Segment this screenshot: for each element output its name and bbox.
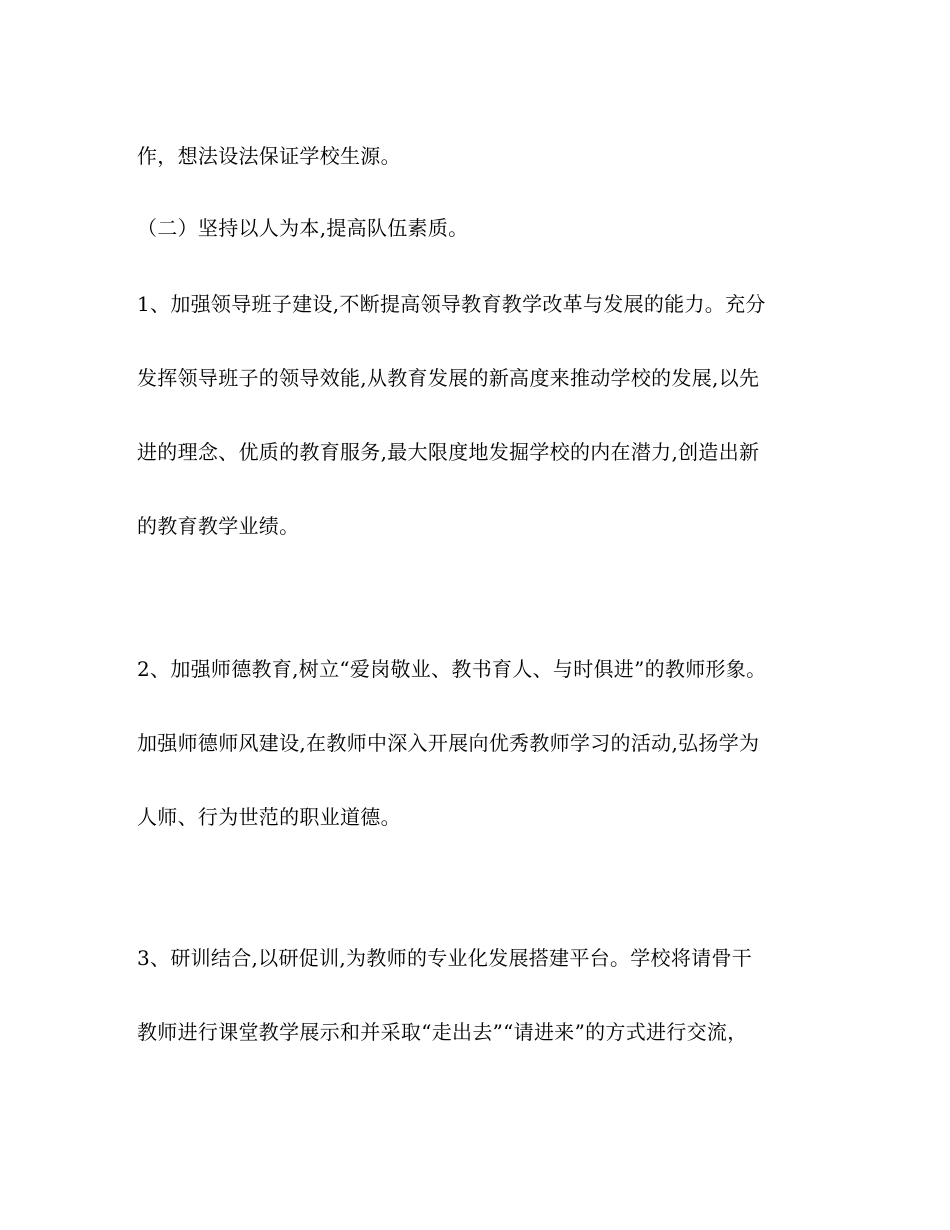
paragraph-line: 发挥领导班子的领导效能,从教育发展的新高度来推动学校的发展,以先 [137, 366, 760, 390]
paragraph-line: 人师、行为世范的职业道德。 [137, 805, 401, 829]
paragraph-line: 3、研训结合,以研促训,为教师的专业化发展搭建平台。学校将请骨干 [137, 946, 753, 970]
paragraph-line: 2、加强师德教育,树立“爱岗敬业、教书育人、与时俱进”的教师形象。 [137, 657, 767, 681]
paragraph-line: 1、加强领导班子建设,不断提高领导教育教学改革与发展的能力。充分 [137, 292, 766, 316]
paragraph-line: 作，想法设法保证学校生源。 [137, 144, 401, 168]
paragraph-line: 的教育教学业绩。 [137, 514, 300, 538]
paragraph-line: 加强师德师风建设,在教师中深入开展向优秀教师学习的活动,弘扬学为 [137, 731, 760, 755]
paragraph-line: 进的理念、优质的教育服务,最大限度地发掘学校的内在潜力,创造出新 [137, 440, 760, 464]
paragraph-line: 教师进行课堂教学展示和并采取“走出去”“请进来”的方式进行交流， [137, 1020, 748, 1044]
section-heading: （二）坚持以人为本,提高队伍素质。 [137, 216, 469, 240]
